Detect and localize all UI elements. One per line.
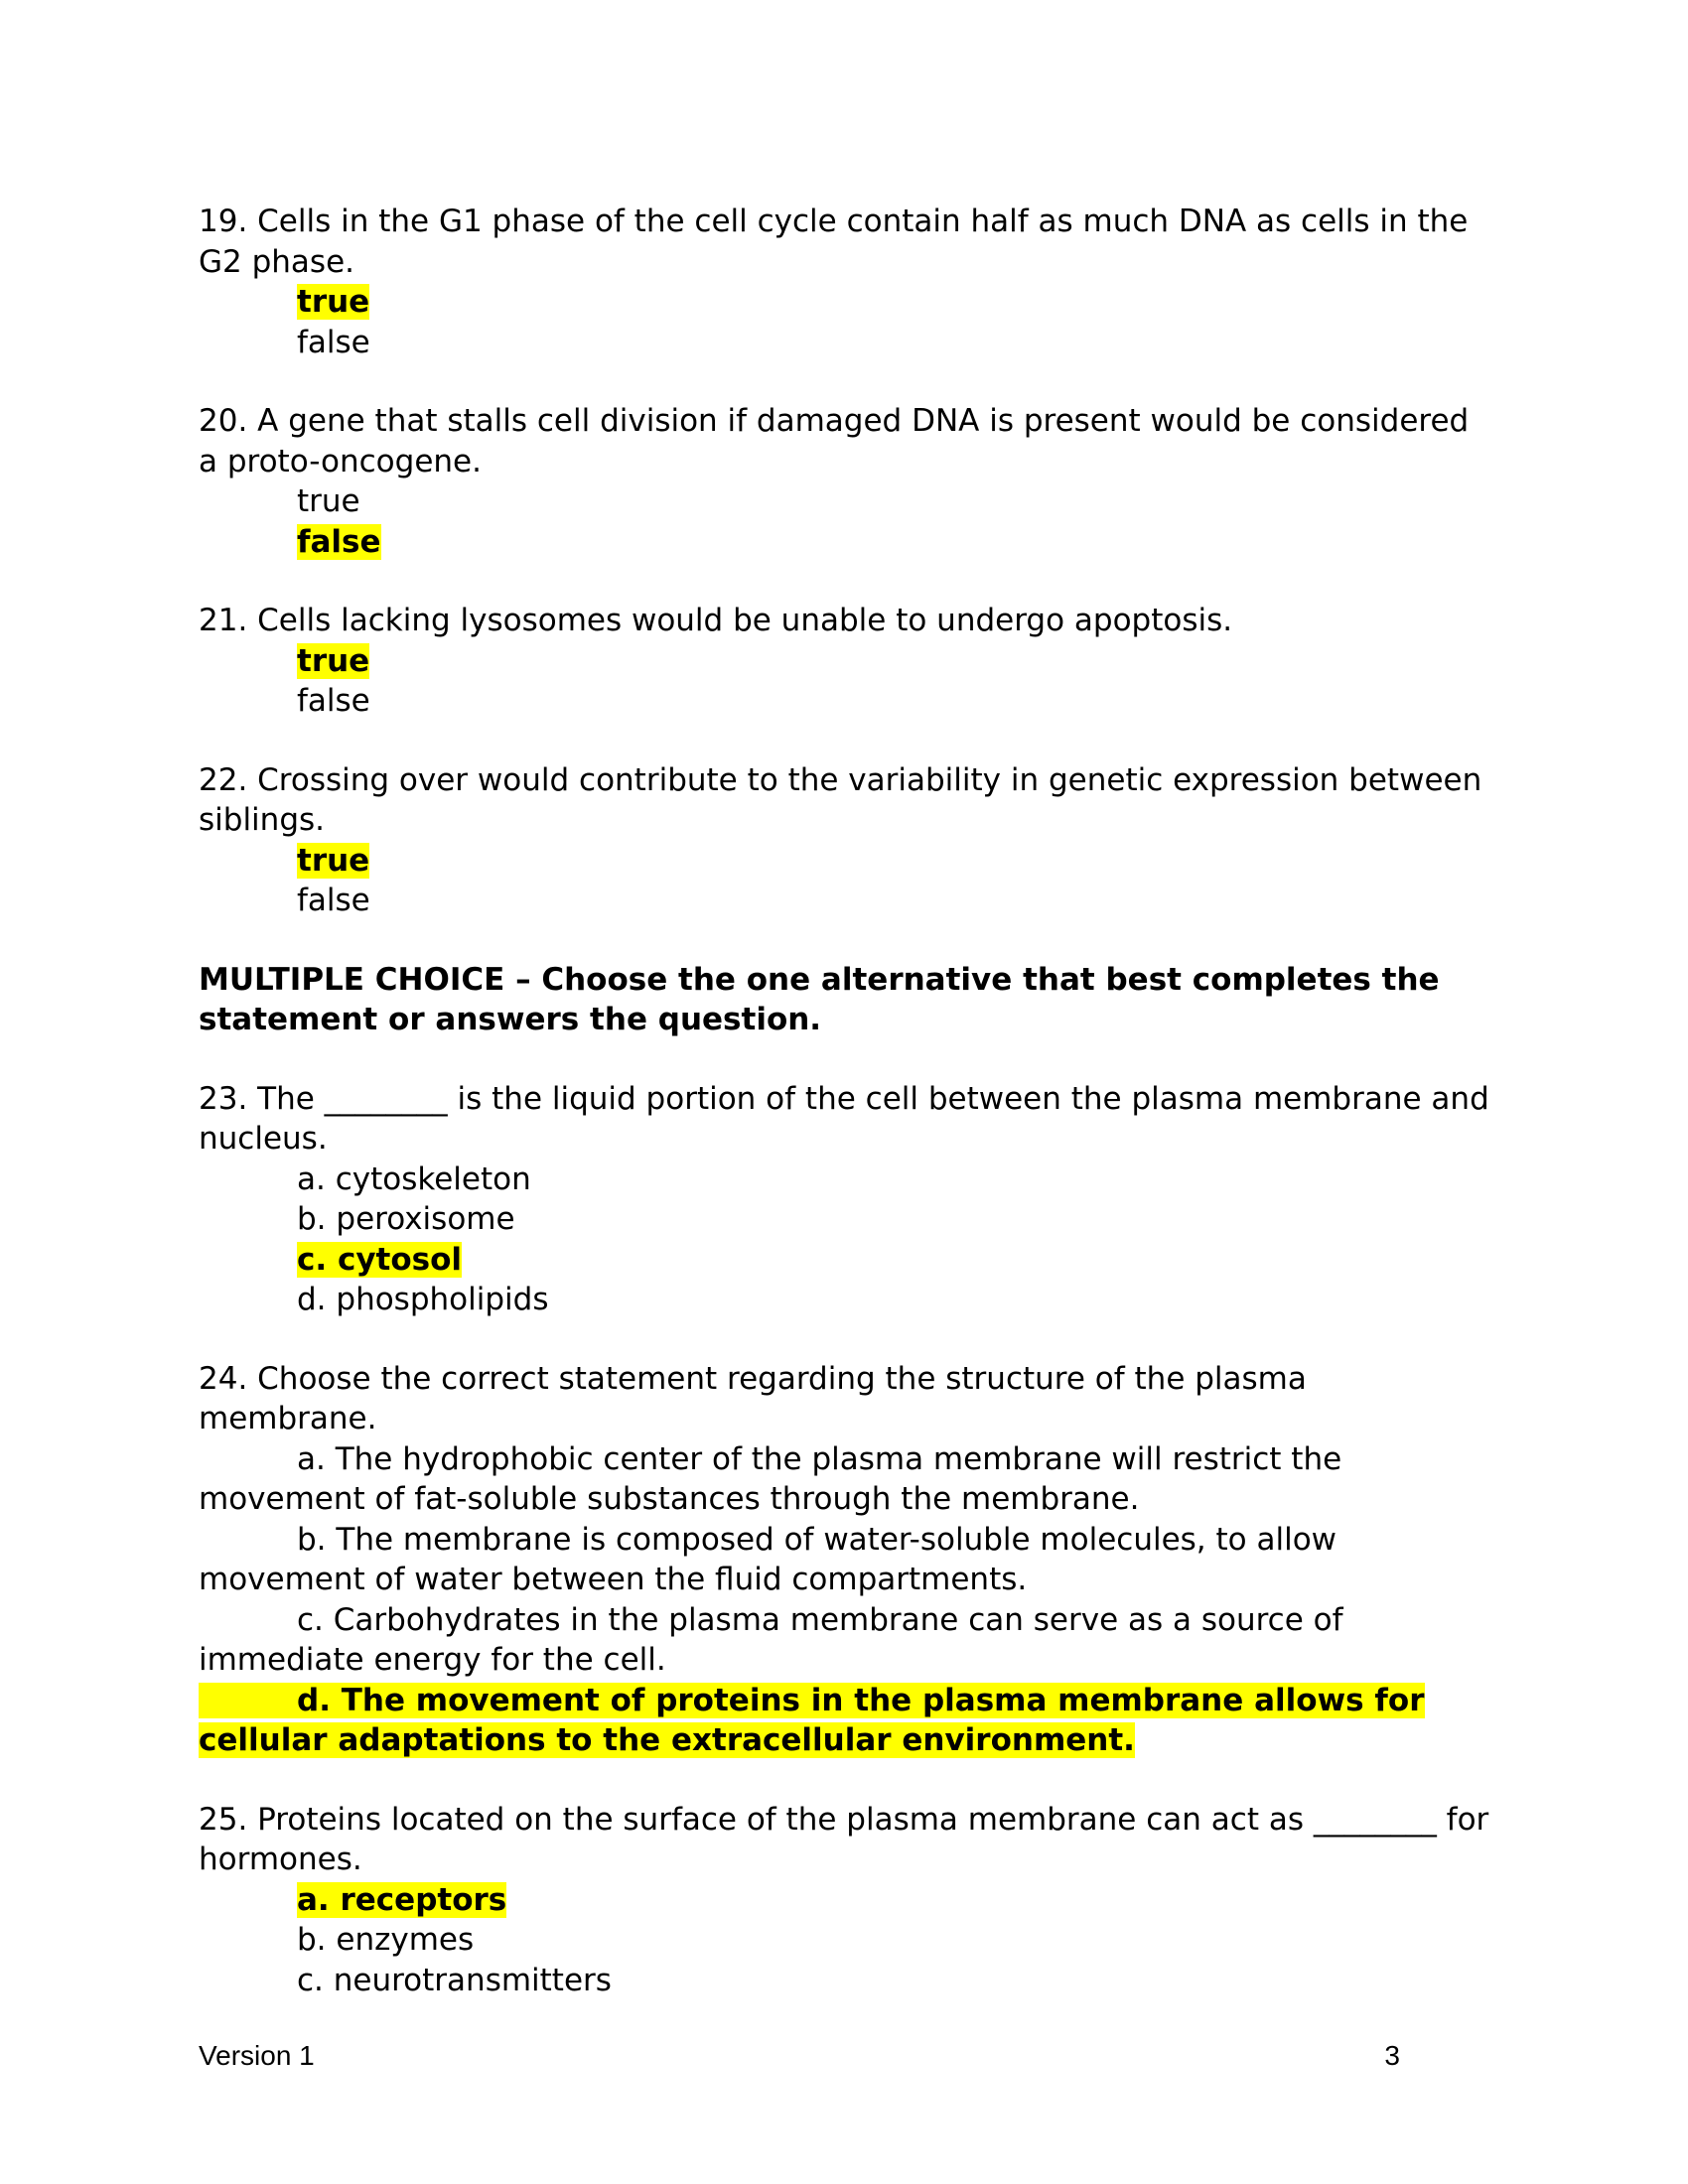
question-19-option-true: true	[297, 284, 370, 320]
question-20-option-false: false	[297, 523, 381, 560]
question-22-option-true: true	[297, 842, 370, 879]
question-22-option-false: false	[297, 883, 370, 918]
question-23-option-a: a. cytoskeleton	[297, 1160, 531, 1197]
question-23-option-d: d. phospholipids	[297, 1282, 549, 1317]
question-23-stem: 23. The ________ is the liquid portion of the cell between the plasma membrane and nucleus.	[199, 1080, 1489, 1157]
question-20-stem: 20. A gene that stalls cell division if damaged DNA is present would be considered a proto-oncogene.	[199, 403, 1470, 479]
question-21-option-true: true	[297, 642, 370, 679]
question-24	[199, 1359, 1489, 1761]
question-24-option-d: d. The movement of proteins in the plasma membrane allows for cellular adaptations to the extracellular environment.	[199, 1682, 1425, 1758]
question-22	[199, 760, 1489, 921]
multiple-choice-heading: MULTIPLE CHOICE – Choose the one alternative that best completes the statement or answers the question.	[199, 961, 1440, 1037]
question-25-option-c: c. neurotransmitters	[297, 1962, 612, 1998]
question-19-stem: 19. Cells in the G1 phase of the cell cycle contain half as much DNA as cells in the G2 phase.	[199, 204, 1469, 280]
question-24-option-a: a. The hydrophobic center of the plasma membrane will restrict the movement of fat-soluble substances through the membrane.	[199, 1440, 1342, 1517]
question-21-option-false: false	[297, 683, 370, 719]
question-23	[199, 1079, 1489, 1320]
question-19	[199, 202, 1489, 362]
question-21-stem: 21. Cells lacking lysosomes would be unable to undergo apoptosis.	[199, 603, 1233, 638]
question-25-option-b: b. enzymes	[297, 1922, 475, 1958]
question-22-stem: 22. Crossing over would contribute to the variability in genetic expression between siblings.	[199, 761, 1482, 838]
question-24-option-b: b. The membrane is composed of water-soluble molecules, to allow movement of water between the fluid compartments.	[199, 1521, 1337, 1597]
question-20-option-true: true	[297, 483, 360, 519]
question-24-stem: 24. Choose the correct statement regarding the structure of the plasma membrane.	[199, 1360, 1307, 1436]
question-24-option-c: c. Carbohydrates in the plasma membrane can serve as a source of immediate energy for the cell.	[199, 1601, 1343, 1678]
footer-page-number: 3	[1384, 2040, 1400, 2071]
question-25-option-a: a. receptors	[297, 1881, 507, 1918]
question-25	[199, 1800, 1489, 2001]
question-23-option-b: b. peroxisome	[297, 1201, 515, 1237]
question-20	[199, 401, 1489, 562]
question-21	[199, 601, 1489, 722]
footer-version: Version 1	[199, 2040, 315, 2071]
question-23-option-c: c. cytosol	[297, 1241, 463, 1278]
document-page	[199, 202, 1489, 2000]
question-19-option-false: false	[297, 324, 370, 360]
question-25-stem: 25. Proteins located on the surface of the plasma membrane can act as ________ for hormones.	[199, 1801, 1489, 1877]
